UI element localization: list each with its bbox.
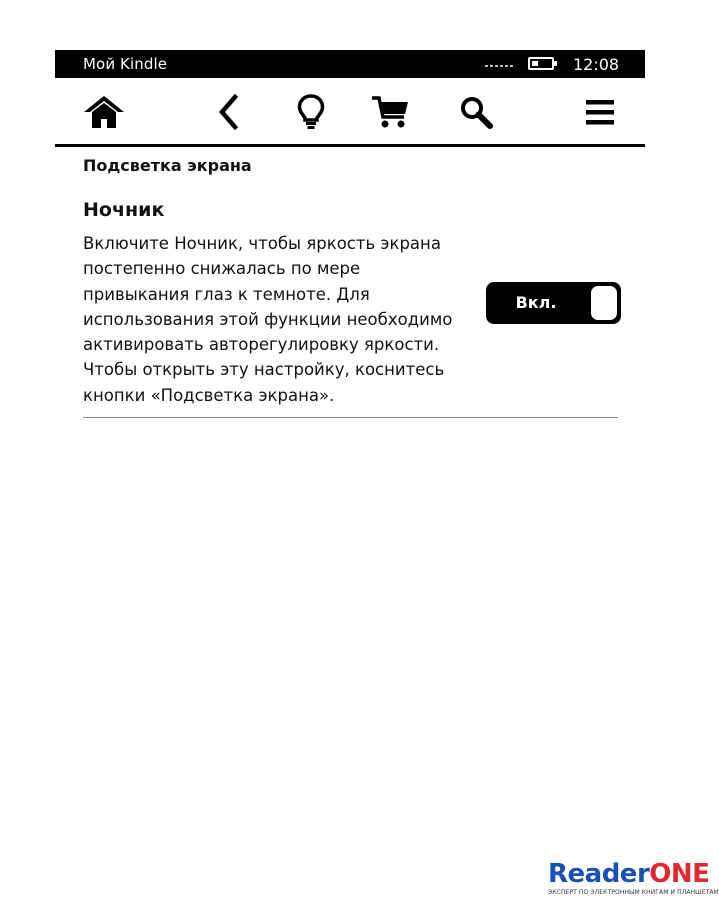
clock: 12:08: [573, 55, 620, 74]
setting-title: Ночник: [83, 199, 165, 221]
battery-icon: [528, 57, 554, 70]
divider: [83, 417, 618, 418]
search-button[interactable]: [453, 92, 499, 132]
page-title: Подсветка экрана: [83, 156, 252, 175]
store-button[interactable]: [367, 92, 413, 132]
watermark-logo-part2: ONE: [649, 859, 710, 889]
back-button[interactable]: [205, 92, 251, 132]
toolbar: [55, 80, 645, 144]
status-bar: [55, 50, 645, 78]
cart-icon: [370, 94, 410, 130]
back-icon: [213, 94, 243, 130]
toolbar-divider: [55, 144, 645, 147]
light-bulb-icon: [296, 93, 326, 131]
toggle-knob: [591, 286, 617, 320]
battery-level: [532, 61, 538, 66]
home-button[interactable]: [81, 92, 127, 132]
home-icon: [82, 94, 126, 130]
watermark-tagline: ЭКСПЕРТ ПО ЭЛЕКТРОННЫМ КНИГАМ И ПЛАНШЕТАМ: [548, 889, 719, 896]
toggle-label: Вкл.: [515, 293, 557, 312]
night-light-toggle[interactable]: [486, 282, 621, 324]
watermark-logo-part1: Reader: [548, 859, 650, 889]
status-title: Мой Kindle: [83, 55, 168, 73]
search-icon: [458, 94, 494, 130]
menu-button[interactable]: [577, 92, 623, 132]
readerone-watermark: [548, 859, 719, 896]
menu-icon: [585, 97, 615, 127]
light-button[interactable]: [288, 92, 334, 132]
setting-description: Включите Ночник, чтобы яркость экрана постепенно снижалась по мере привыкания глаз к темноте. Для использования этой функции необходимо активировать авторегулировку яркости. Чтобы открыть эту настройку, коснитесь кнопки «Подсветка экрана».: [83, 234, 453, 405]
wifi-off-dashes-icon: [485, 65, 513, 67]
watermark-logo: [548, 859, 710, 889]
